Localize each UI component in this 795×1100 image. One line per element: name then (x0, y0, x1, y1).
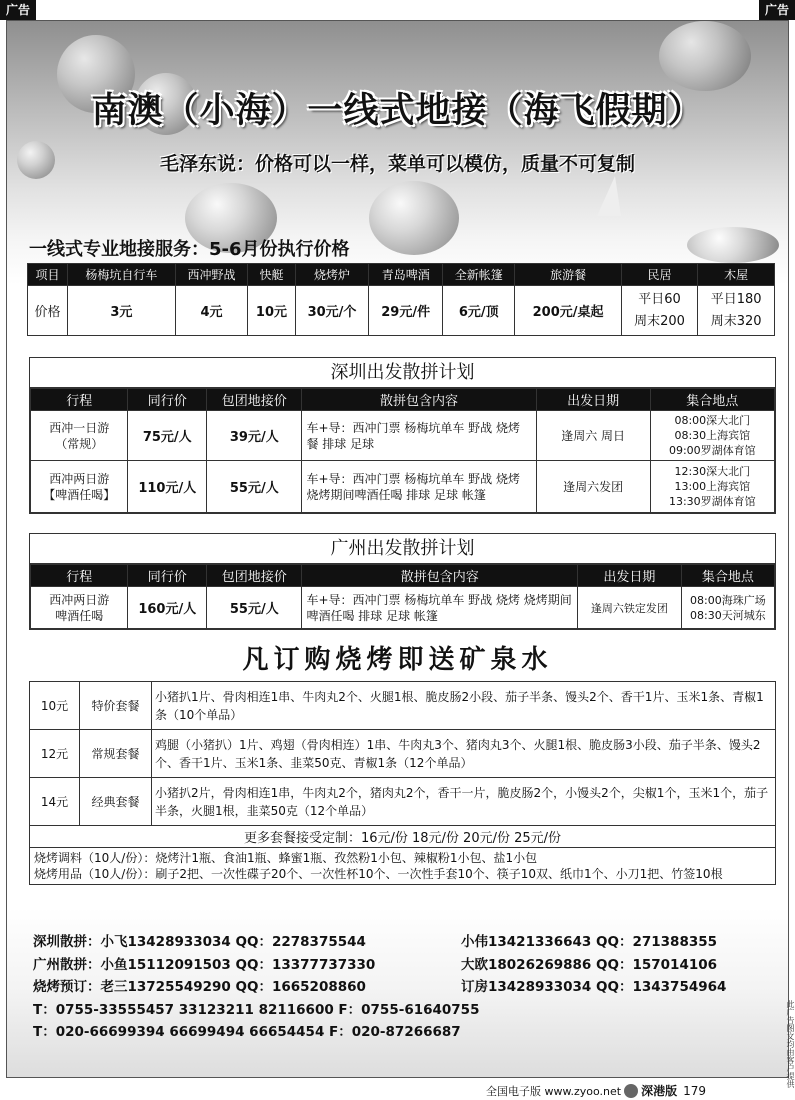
contact-left: 广州散拼：小鱼15112091503 QQ：13377737330 (33, 956, 376, 973)
route-cell: 西冲两日游 【啤酒任喝】 (31, 461, 128, 513)
peer-price: 160元/人 (128, 587, 207, 629)
contact-row (33, 931, 783, 954)
publisher-logo-icon (624, 1084, 638, 1098)
route-cell: 西冲一日游 （常规） (31, 411, 128, 461)
promo-title: 凡订购烧烤即送矿泉水 (242, 645, 553, 675)
weekday-price: 平日180 (710, 291, 762, 307)
header-cell: 快艇 (248, 264, 295, 286)
package-name: 特价套餐 (80, 682, 152, 730)
header-cell: 包团地接价 (207, 389, 302, 411)
bbq-package-table (29, 681, 776, 885)
contact-left: 深圳散拼：小飞13428933034 QQ：2278375544 (33, 934, 366, 950)
header-cell: 西冲野战 (175, 264, 247, 286)
price-cell: 30元/个 (295, 286, 369, 336)
guangzhou-plan-table (30, 564, 775, 629)
footer-site: 全国电子版 www.zyoo.net (486, 1085, 622, 1098)
side-note: 此广告图文均由客户提供 (786, 1000, 795, 1088)
weekday-price: 平日60 (638, 291, 681, 307)
page-number: 179 (683, 1084, 706, 1098)
price-cell: 4元 (175, 286, 247, 336)
location-cell: 08:00深大北门 08:30上海宾馆 09:00罗湖体育馆 (650, 411, 774, 461)
contact-row (33, 954, 783, 977)
header-cell: 青岛啤酒 (369, 264, 443, 286)
price-table (27, 263, 775, 336)
sailboat-graphic (597, 176, 621, 216)
price-cell: 3元 (67, 286, 175, 336)
slogan: 毛泽东说：价格可以一样，菜单可以模仿，质量不可复制 (159, 153, 635, 175)
price-cell: 200元/桌起 (515, 286, 621, 336)
price-cell: 29元/件 (369, 286, 443, 336)
page-title: 南澳（小海）一线式地接（海飞假期） (91, 91, 704, 131)
contacts-block (33, 931, 783, 1044)
phone-line: T：020-66699394 66699494 66654454 F：020-87266687 (33, 1024, 461, 1040)
service-title: 一线式专业地接服务：5-6月份执行价格 (29, 239, 350, 260)
header-cell: 同行价 (128, 565, 207, 587)
include-cell: 车+导：西冲门票 杨梅坑单车 野战 烧烤 烧烤期间啤酒任喝 排球 足球 帐篷 (302, 587, 578, 629)
weekend-price: 周末320 (710, 313, 762, 329)
package-items: 鸡腿（小猪扒）1片、鸡翅（骨肉相连）1串、牛肉丸3个、猪肉丸3个、火腿1根、脆皮肠3小段、茄子半条、馒头2个、香干1片、玉米1条、韭菜50克、青椒1条（12个单品） (152, 730, 776, 778)
footer-edition: 深港版 (641, 1084, 678, 1098)
include-cell: 车+导：西冲门票 杨梅坑单车 野战 烧烤 烧烤期间啤酒任喝 排球 足球 帐篷 (302, 461, 536, 513)
page-footer (486, 1082, 706, 1099)
peer-price: 75元/人 (128, 411, 207, 461)
header-cell: 杨梅坑自行车 (67, 264, 175, 286)
price-cell: 10元 (248, 286, 295, 336)
route-cell: 西冲两日游 啤酒任喝 (31, 587, 128, 629)
header-cell: 木屋 (698, 264, 775, 286)
header-cell: 散拼包含内容 (302, 389, 536, 411)
weekend-price: 周末200 (634, 313, 685, 329)
header-cell: 散拼包含内容 (302, 565, 578, 587)
group-price: 55元/人 (207, 461, 302, 513)
group-price: 39元/人 (207, 411, 302, 461)
package-name: 经典套餐 (80, 778, 152, 826)
shenzhen-plan (29, 357, 776, 514)
package-price: 14元 (30, 778, 80, 826)
header-cell: 全新帐篷 (443, 264, 515, 286)
price-cell-muwu (698, 286, 775, 336)
package-price: 12元 (30, 730, 80, 778)
location-cell: 12:30深大北门 13:00上海宾馆 13:30罗湖体育馆 (650, 461, 774, 513)
contact-left: 烧烤预订：老三13725549290 QQ：1665208860 (33, 979, 366, 995)
date-cell: 逢周六 周日 (536, 411, 650, 461)
photo-bubble (659, 21, 751, 91)
header-cell: 旅游餐 (515, 264, 621, 286)
price-cell-minju (621, 286, 698, 336)
price-cell: 6元/顶 (443, 286, 515, 336)
package-name: 常规套餐 (80, 730, 152, 778)
bbq-extras (30, 848, 776, 885)
header-cell: 烧烤炉 (295, 264, 369, 286)
contact-right: 小伟13421336643 QQ：271388355 (461, 934, 718, 950)
package-price: 10元 (30, 682, 80, 730)
guangzhou-plan (29, 533, 776, 630)
header-cell: 集合地点 (681, 565, 774, 587)
more-packages: 更多套餐接受定制：16元/份 18元/份 20元/份 25元/份 (30, 826, 776, 848)
header-cell: 项目 (28, 264, 68, 286)
header-cell: 行程 (31, 565, 128, 587)
contact-row (33, 976, 783, 999)
bbq-seasoning: 烧烤调料（10人/份）：烧烤汁1瓶、食油1瓶、蜂蜜1瓶、孜然粉1小包、辣椒粉1小包、盐1小包 (34, 851, 538, 865)
photo-bubble (687, 227, 779, 263)
header-cell: 行程 (31, 389, 128, 411)
contact-right: 大欧18026269886 QQ：157014106 (461, 956, 718, 973)
peer-price: 110元/人 (128, 461, 207, 513)
header-cell: 出发日期 (536, 389, 650, 411)
ad-frame (6, 20, 789, 1078)
row-label: 价格 (28, 286, 68, 336)
shenzhen-plan-table (30, 388, 775, 513)
date-cell: 逢周六铁定发团 (578, 587, 682, 629)
location-cell: 08:00海珠广场 08:30天河城东 (681, 587, 774, 629)
photo-bubble (369, 181, 459, 255)
header-cell: 集合地点 (650, 389, 774, 411)
header-cell: 出发日期 (578, 565, 682, 587)
contact-right: 订房13428933034 QQ：1343754964 (461, 979, 727, 995)
bbq-supplies: 烧烤用品（10人/份）：刷子2把、一次性碟子20个、一次性杯10个、一次性手套10个、筷子10双、纸巾1个、小刀1把、竹签10根 (34, 867, 723, 881)
ad-label-right: 广告 (759, 0, 795, 20)
group-price: 55元/人 (207, 587, 302, 629)
date-cell: 逢周六发团 (536, 461, 650, 513)
plan-title: 深圳出发散拼计划 (30, 358, 775, 388)
package-items: 小猪扒1片、骨肉相连1串、牛肉丸2个、火腿1根、脆皮肠2小段、茄子半条、馒头2个、香干1片、玉米1条、青椒1条（10个单品） (152, 682, 776, 730)
plan-title: 广州出发散拼计划 (30, 534, 775, 564)
ad-label-left: 广告 (0, 0, 36, 20)
header-cell: 民居 (621, 264, 698, 286)
package-items: 小猪扒2片，骨肉相连1串，牛肉丸2个，猪肉丸2个，香干一片，脆皮肠2个，小馒头2个，尖椒1个，玉米1个，茄子半条，火腿1根，韭菜50克（12个单品） (152, 778, 776, 826)
include-cell: 车+导：西冲门票 杨梅坑单车 野战 烧烤餐 排球 足球 (302, 411, 536, 461)
header-cell: 同行价 (128, 389, 207, 411)
phone-line: T：0755-33555457 33123211 82116600 F：0755-61640755 (33, 1001, 480, 1018)
header-cell: 包团地接价 (207, 565, 302, 587)
